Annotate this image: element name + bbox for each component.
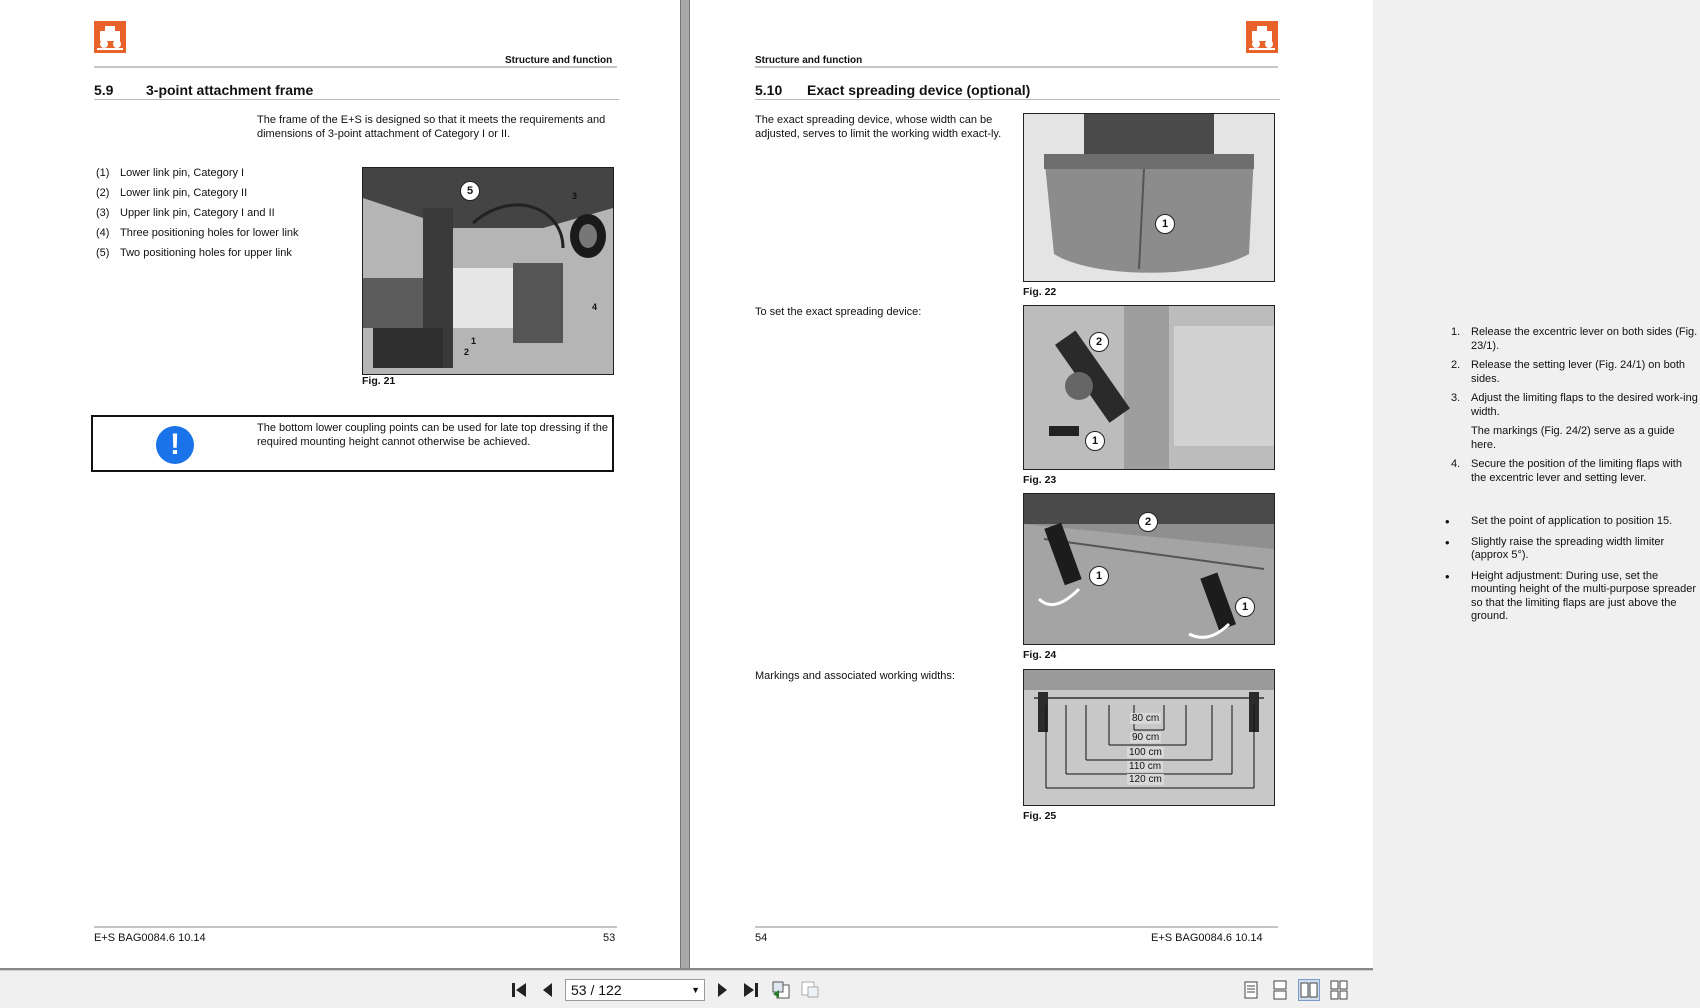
width-label: 100 cm bbox=[1129, 747, 1162, 758]
figure-23-photo bbox=[1023, 305, 1275, 470]
page-number-value: 53 / 122 bbox=[571, 982, 622, 998]
width-label: 120 cm bbox=[1129, 774, 1162, 785]
section-number: 5.10 bbox=[755, 82, 783, 98]
header-rule bbox=[755, 66, 1278, 68]
previous-page-icon[interactable] bbox=[537, 979, 559, 1001]
markings-intro: Markings and associated working widths: bbox=[755, 670, 955, 682]
set-intro: To set the exact spreading device: bbox=[755, 306, 922, 318]
figure-caption: Fig. 23 bbox=[1023, 474, 1057, 486]
running-header: Structure and function bbox=[505, 55, 613, 66]
width-label: 110 cm bbox=[1129, 761, 1162, 772]
page-gutter bbox=[680, 0, 690, 968]
legend-item: (1) Lower link pin, Category I bbox=[96, 167, 245, 179]
facing-pages-icon[interactable] bbox=[1298, 979, 1320, 1001]
legend-item: (3) Upper link pin, Category I and II bbox=[96, 207, 275, 219]
header-rule bbox=[94, 66, 617, 68]
bullet-item: • Set the point of application to position 15. bbox=[1445, 514, 1673, 529]
section-number: 5.9 bbox=[94, 82, 114, 98]
legend-item: (5) Two positioning holes for upper link bbox=[96, 247, 292, 259]
next-page-icon[interactable] bbox=[711, 979, 733, 1001]
continuous-page-icon[interactable] bbox=[1269, 979, 1291, 1001]
width-label: 80 cm bbox=[1132, 713, 1160, 724]
page-54 bbox=[690, 0, 1698, 968]
figure-callout: 1 bbox=[1155, 214, 1175, 234]
figure-callout: 1 bbox=[1089, 566, 1109, 586]
back-view-icon[interactable] bbox=[770, 979, 792, 1001]
section-title: Exact spreading device (optional) bbox=[807, 82, 1031, 98]
first-page-icon[interactable] bbox=[508, 979, 530, 1001]
bullet-list bbox=[1445, 515, 1700, 631]
bullet-item: • Height adjustment: During use, set the mounting height of the multi-purpose spreader so that the limiting flaps are just above the ground. bbox=[1445, 568, 1697, 622]
page-number-input[interactable] bbox=[565, 979, 705, 1001]
continuous-facing-icon[interactable] bbox=[1328, 979, 1350, 1001]
figure-callout: 1 bbox=[1235, 597, 1255, 617]
figure-caption: Fig. 21 bbox=[362, 375, 396, 387]
figure-callout: 4 bbox=[592, 302, 598, 312]
step-item: The markings (Fig. 24/2) serve as a guide here. bbox=[1471, 425, 1675, 451]
width-label: 90 cm bbox=[1132, 732, 1160, 743]
amazone-logo-icon bbox=[1246, 21, 1278, 53]
figure-callout: 3 bbox=[572, 191, 578, 201]
footer-rule bbox=[94, 926, 617, 928]
running-header: Structure and function bbox=[755, 55, 863, 66]
figure-caption: Fig. 25 bbox=[1023, 810, 1057, 822]
step-item: 1. Release the excentric lever on both sides (Fig. 23/1). bbox=[1451, 326, 1698, 352]
figure-callout: 2 bbox=[1138, 512, 1158, 532]
intro-paragraph: The frame of the E+S is designed so that it meets the requirements and dimensions of 3-point attachment of Category I or II. bbox=[257, 114, 606, 140]
chevron-down-icon[interactable]: ▼ bbox=[691, 985, 700, 995]
page-number: 54 bbox=[755, 932, 768, 944]
single-page-icon[interactable] bbox=[1240, 979, 1262, 1001]
title-rule bbox=[94, 99, 619, 100]
step-item: 3. Adjust the limiting flaps to the desired work-ing width. bbox=[1451, 392, 1698, 418]
figure-callout: 1 bbox=[1085, 431, 1105, 451]
footer-doc-id: E+S BAG0084.6 10.14 bbox=[1151, 932, 1263, 944]
page-53 bbox=[0, 0, 680, 968]
legend-item: (4) Three positioning holes for lower link bbox=[96, 227, 299, 239]
figure-caption: Fig. 22 bbox=[1023, 286, 1057, 298]
legend-item: (2) Lower link pin, Category II bbox=[96, 187, 248, 199]
page-navigation-toolbar bbox=[0, 970, 1373, 1008]
note-box bbox=[91, 415, 614, 472]
title-rule bbox=[755, 99, 1280, 100]
exclamation-icon: ! bbox=[156, 426, 194, 464]
amazone-logo-icon bbox=[94, 21, 126, 53]
step-item: 2. Release the setting lever (Fig. 24/1) on both sides. bbox=[1451, 359, 1686, 385]
bullet-item: • Slightly raise the spreading width limiter (approx 5°). bbox=[1445, 534, 1665, 561]
figure-callout: 2 bbox=[1089, 332, 1109, 352]
figure-callout: 2 bbox=[464, 347, 470, 357]
footer-doc-id: E+S BAG0084.6 10.14 bbox=[94, 932, 206, 944]
figure-caption: Fig. 24 bbox=[1023, 649, 1057, 661]
figure-callout: 1 bbox=[471, 336, 477, 346]
intro-paragraph: The exact spreading device, whose width can be adjusted, serves to limit the working width exact-ly. bbox=[755, 114, 1002, 140]
section-title: 3-point attachment frame bbox=[146, 82, 314, 98]
page-number: 53 bbox=[603, 932, 616, 944]
forward-view-icon[interactable] bbox=[799, 979, 821, 1001]
figure-callout: 5 bbox=[460, 181, 480, 201]
footer-rule bbox=[755, 926, 1278, 928]
steps-list bbox=[1445, 326, 1700, 491]
figure-22-photo bbox=[1023, 113, 1275, 282]
step-item: 4. Secure the position of the limiting flaps with the excentric lever and setting lever. bbox=[1451, 458, 1682, 484]
legend-list bbox=[96, 167, 299, 267]
last-page-icon[interactable] bbox=[740, 979, 762, 1001]
note-text: The bottom lower coupling points can be used for late top dressing if the required mounting height cannot otherwise be achieved. bbox=[257, 422, 608, 448]
